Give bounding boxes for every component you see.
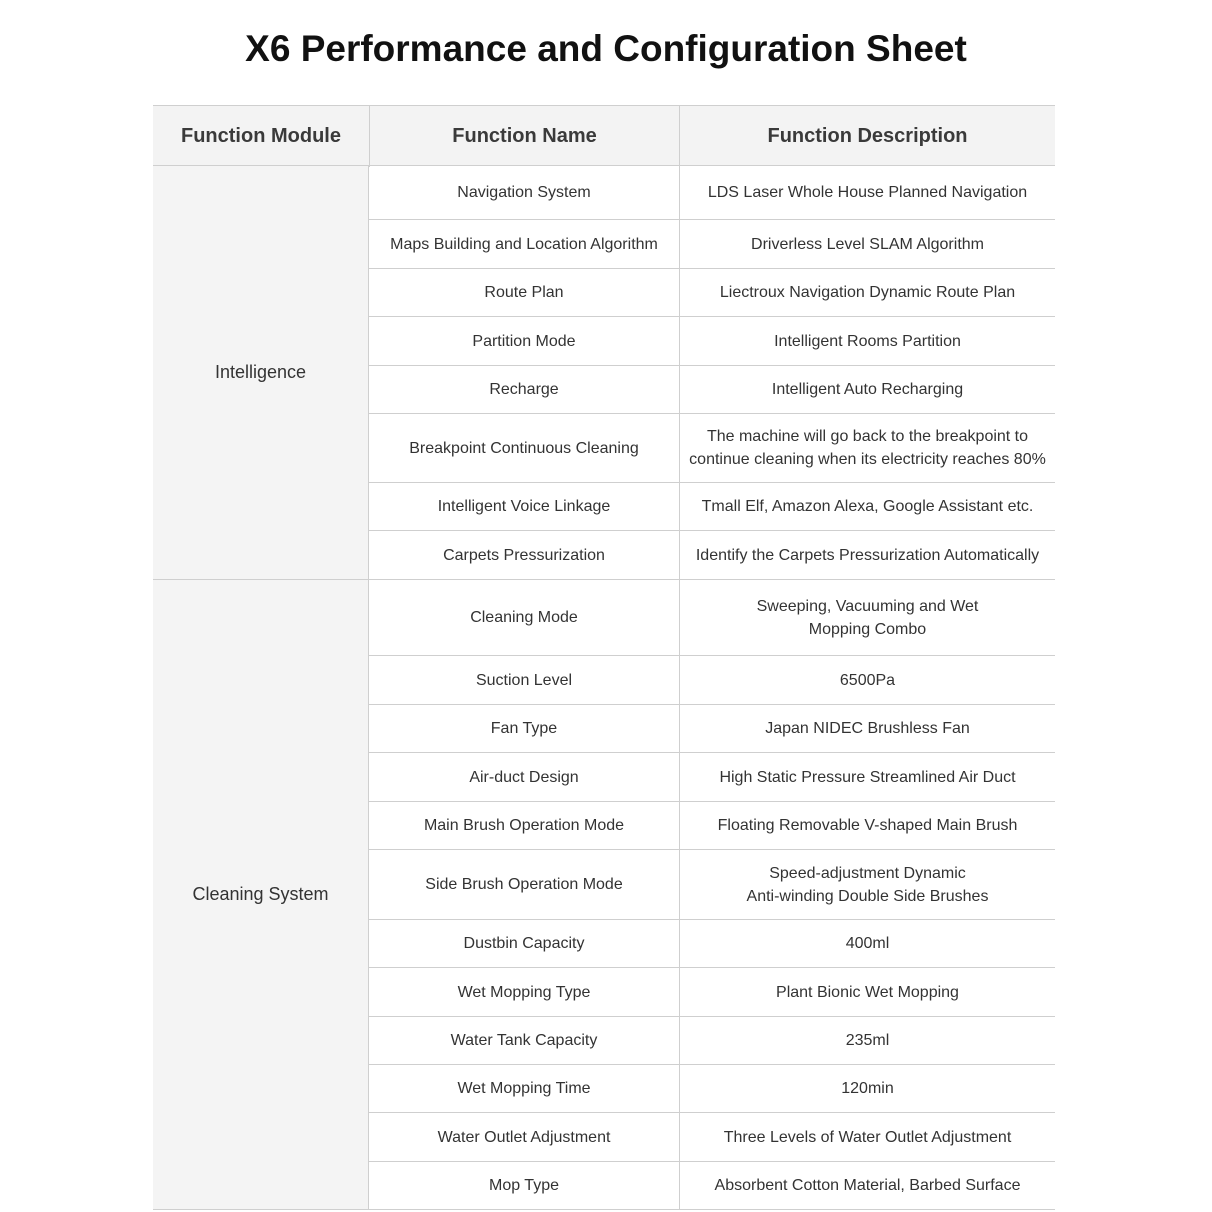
- function-name-cell: Navigation System: [457, 184, 591, 201]
- function-description-cell: High Static Pressure Streamlined Air Duct: [679, 753, 1055, 801]
- table-row: [369, 269, 1055, 317]
- table-row: [369, 1017, 1055, 1065]
- function-description-cell: Three Levels of Water Outlet Adjustment: [679, 1113, 1055, 1161]
- table-row: [369, 753, 1055, 802]
- function-description-cell: The machine will go back to the breakpoint to continue cleaning when its electricity reaches 80%: [679, 414, 1055, 482]
- table-row: [369, 580, 1055, 656]
- function-name-cell: Main Brush Operation Mode: [423, 817, 625, 834]
- table-row: [369, 1113, 1055, 1162]
- function-name-cell: Recharge: [489, 381, 559, 398]
- function-name-cell: Water Outlet Adjustment: [437, 1128, 611, 1146]
- table-row: [369, 166, 1055, 220]
- table-row: [369, 802, 1055, 850]
- function-description-cell: LDS Laser Whole House Planned Navigation: [679, 166, 1055, 219]
- table-row: [369, 1162, 1055, 1210]
- table-row: [369, 531, 1055, 580]
- table-row: [369, 220, 1055, 269]
- function-description-cell: 400ml: [679, 920, 1055, 967]
- table-row: [369, 483, 1055, 531]
- function-name-cell: Mop Type: [489, 1177, 559, 1194]
- function-name-cell: Wet Mopping Time: [457, 1080, 591, 1097]
- function-name-cell: Partition Mode: [472, 332, 576, 350]
- function-name-cell: Maps Building and Location Algorithm: [390, 235, 658, 253]
- function-name-cell: Wet Mopping Type: [457, 983, 591, 1001]
- function-description-cell: Tmall Elf, Amazon Alexa, Google Assistant etc.: [679, 483, 1055, 530]
- function-name-cell: Dustbin Capacity: [463, 935, 585, 952]
- table-row: [369, 705, 1055, 753]
- table-row: [369, 920, 1055, 968]
- function-description-cell: Intelligent Auto Recharging: [679, 366, 1055, 413]
- table-row: [369, 366, 1055, 414]
- function-name-cell: Breakpoint Continuous Cleaning: [409, 439, 639, 457]
- header-function-description: Function Description: [679, 106, 1055, 167]
- table-row: [369, 414, 1055, 483]
- function-name-cell: Cleaning Mode: [470, 609, 578, 626]
- table-row: [369, 656, 1055, 705]
- function-module-cell: Intelligence: [153, 166, 369, 580]
- function-description-cell: Speed-adjustment Dynamic Anti-winding Double Side Brushes: [679, 850, 1055, 919]
- header-function-name: Function Name: [369, 106, 679, 167]
- function-description-cell: Sweeping, Vacuuming and Wet Mopping Combo: [679, 580, 1055, 655]
- function-description-cell: Identify the Carpets Pressurization Automatically: [679, 531, 1055, 579]
- function-description-cell: Intelligent Rooms Partition: [679, 317, 1055, 365]
- function-description-cell: 120min: [679, 1065, 1055, 1112]
- function-module-cell: Cleaning System: [153, 580, 369, 1210]
- function-description-cell: Liectroux Navigation Dynamic Route Plan: [679, 269, 1055, 316]
- function-name-cell: Suction Level: [475, 671, 573, 689]
- header-function-module: Function Module: [181, 125, 341, 147]
- table-row: [369, 850, 1055, 920]
- function-description-cell: Plant Bionic Wet Mopping: [679, 968, 1055, 1016]
- page-title: X6 Performance and Configuration Sheet: [245, 28, 967, 69]
- table-row: [369, 1065, 1055, 1113]
- function-description-cell: Driverless Level SLAM Algorithm: [679, 220, 1055, 268]
- function-name-cell: Water Tank Capacity: [450, 1032, 598, 1049]
- function-description-cell: Japan NIDEC Brushless Fan: [679, 705, 1055, 752]
- function-description-cell: Floating Removable V-shaped Main Brush: [679, 802, 1055, 849]
- function-description-cell: 6500Pa: [679, 656, 1055, 704]
- function-description-cell: Absorbent Cotton Material, Barbed Surface: [679, 1162, 1055, 1209]
- function-name-cell: Route Plan: [484, 284, 564, 301]
- table-header-row: [153, 105, 1055, 166]
- function-name-cell: Intelligent Voice Linkage: [437, 498, 611, 515]
- table-row: [369, 317, 1055, 366]
- function-name-cell: Side Brush Operation Mode: [425, 876, 623, 893]
- function-name-cell: Air-duct Design: [469, 768, 579, 786]
- function-name-cell: Carpets Pressurization: [443, 546, 605, 564]
- function-description-cell: 235ml: [679, 1017, 1055, 1064]
- table-row: [369, 968, 1055, 1017]
- function-name-cell: Fan Type: [490, 720, 558, 737]
